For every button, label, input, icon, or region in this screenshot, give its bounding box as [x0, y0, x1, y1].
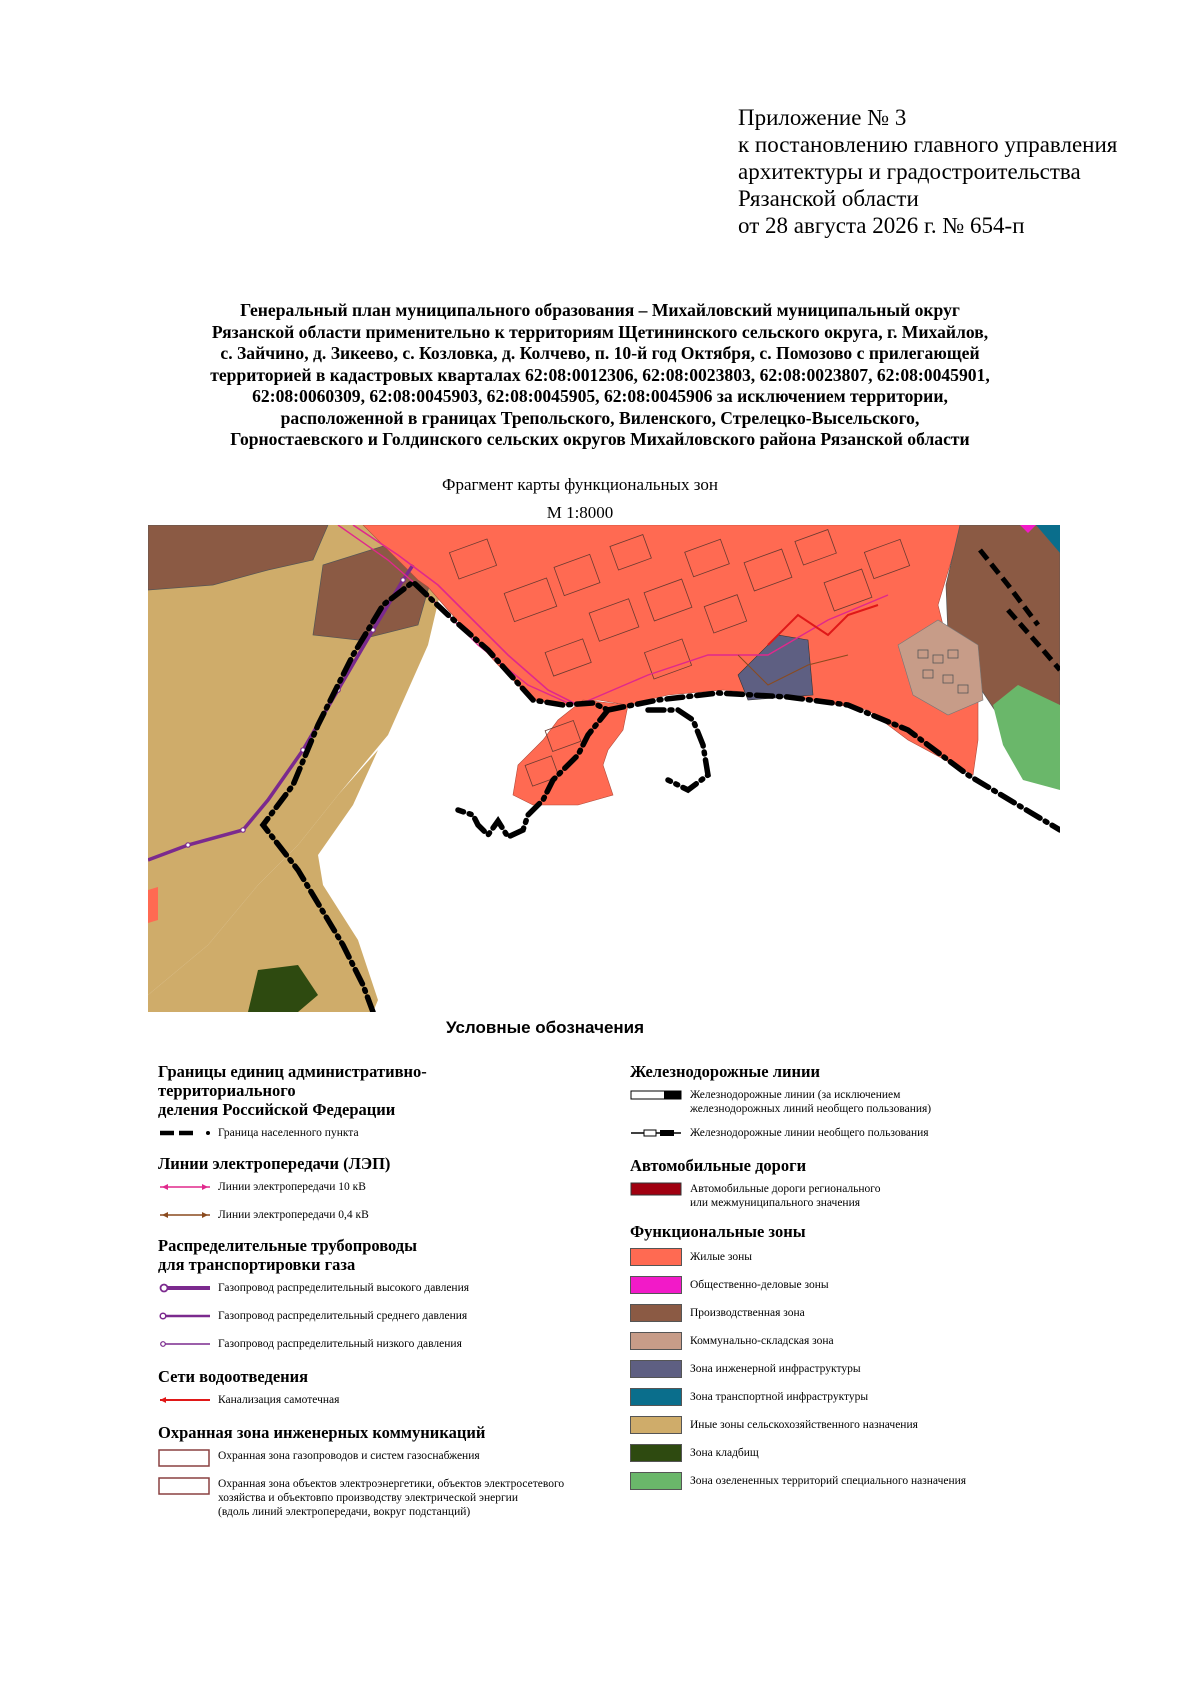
legend-left-column — [158, 1062, 628, 1519]
legend-item-power-04kv — [158, 1208, 628, 1222]
heading-line: Распределительные трубопроводы — [158, 1236, 418, 1255]
legend-item-public-business-zone — [630, 1276, 1090, 1294]
legend-item-communal-storage-zone — [630, 1332, 1090, 1350]
zones-list — [630, 1248, 1090, 1490]
green-special-zone-icon — [630, 1472, 690, 1490]
appendix-block — [738, 104, 1117, 239]
label-line: Железнодорожные линии (за исключением — [690, 1089, 901, 1101]
protection-heading: Охранная зона инженерных коммуникаций — [158, 1423, 486, 1442]
legend-right-column — [630, 1062, 1090, 1500]
document-title — [110, 300, 1090, 451]
label-line: железнодорожных линий необщего пользования) — [690, 1103, 932, 1115]
legend-item-gas-low — [158, 1337, 628, 1351]
sewer-heading: Сети водоотведения — [158, 1367, 309, 1386]
power-protection-zone-icon — [158, 1477, 218, 1495]
map-scale: М 1:8000 — [546, 503, 614, 522]
gravity-sewer-icon — [158, 1393, 218, 1407]
legend-label: Железнодорожные линии необщего пользования — [690, 1127, 929, 1139]
gas-protection-zone-icon — [158, 1449, 218, 1467]
title-line: территорией в кадастровых кварталах 62:08:0012306, 62:08:0023803, 62:08:0023807, 62:08:0045901, — [210, 364, 990, 385]
title-line: Рязанской области применительно к территориям Щетининского сельского округа, г. Михайлов, — [211, 321, 989, 342]
zone-swatch — [630, 1388, 682, 1406]
legend-label: Канализация самотечная — [218, 1394, 340, 1406]
public-business-zone-icon — [630, 1276, 690, 1294]
legend-item-sewer — [158, 1393, 628, 1407]
legend-item-gas-high — [158, 1281, 628, 1295]
zone-swatch — [630, 1304, 682, 1322]
roads-heading: Автомобильные дороги — [630, 1156, 807, 1175]
legend-item-residential-zone — [630, 1248, 1090, 1266]
heading-line: для транспортировки газа — [158, 1255, 356, 1274]
label-line: Автомобильные дороги регионального — [690, 1183, 881, 1195]
title-line: расположенной в границах Трепольского, Виленского, Стрелецко-Высельского, — [280, 407, 920, 428]
zone-swatch — [630, 1248, 682, 1266]
zone-swatch — [630, 1444, 682, 1462]
cemetery-zone-icon — [630, 1444, 690, 1462]
appendix-line: к постановлению главного управления — [738, 132, 1118, 157]
legend-label: Газопровод распределительный высокого давления — [218, 1282, 470, 1294]
appendix-line: Приложение № 3 — [738, 105, 907, 130]
map-caption: Фрагмент карты функциональных зон — [442, 475, 718, 494]
legend-label: Зона инженерной инфраструктуры — [690, 1363, 861, 1375]
legend-item-industrial-zone — [630, 1304, 1090, 1322]
legend-label: Линии электропередачи 0,4 кВ — [218, 1209, 369, 1221]
power-line-10kv-icon — [158, 1180, 218, 1194]
legend-label-multiline — [690, 1182, 880, 1210]
legend-item-power-protection — [158, 1477, 628, 1519]
heading-line: деления Российской Федерации — [158, 1100, 396, 1119]
legend-label: Охранная зона газопроводов и систем газоснабжения — [218, 1450, 480, 1462]
zones-heading: Функциональные зоны — [630, 1222, 806, 1241]
legend-item-regional-road — [630, 1182, 1090, 1210]
engineering-infra-zone-icon — [630, 1360, 690, 1378]
label-line: (вдоль линий электропередачи, вокруг подстанций) — [218, 1506, 471, 1518]
label-line: хозяйства и объектовпо производству электрической энергии — [218, 1492, 518, 1504]
gas-pipeline-high-icon — [158, 1281, 218, 1295]
legend-item-cemetery-zone — [630, 1444, 1090, 1462]
legend-label: Газопровод распределительный среднего давления — [218, 1310, 468, 1322]
transport-infra-zone-icon — [630, 1388, 690, 1406]
railways-heading: Железнодорожные линии — [630, 1062, 820, 1081]
title-line: Горностаевского и Голдинского сельских округов Михайловского района Рязанской области — [230, 429, 970, 449]
legend-label: Жилые зоны — [690, 1251, 753, 1263]
agricultural-zone-icon — [630, 1416, 690, 1434]
label-line: или межмуниципального значения — [690, 1197, 861, 1209]
industrial-zone-icon — [630, 1304, 690, 1322]
residential-edge-west — [148, 887, 158, 923]
appendix-line: Рязанской области — [738, 186, 919, 211]
legend-label: Газопровод распределительный низкого давления — [218, 1338, 462, 1350]
railway-line-private-icon — [630, 1126, 690, 1140]
legend-label: Линии электропередачи 10 кВ — [218, 1181, 366, 1193]
legend-label: Зона озелененных территорий специального назначения — [690, 1475, 967, 1487]
legend-item-railway — [630, 1088, 1090, 1116]
regional-road-icon — [630, 1182, 690, 1196]
zone-swatch — [630, 1332, 682, 1350]
legend-label-multiline — [218, 1477, 564, 1519]
legend-item-gas-medium — [158, 1309, 628, 1323]
legend-item-agricultural-zone — [630, 1416, 1090, 1434]
legend-label-multiline — [690, 1088, 931, 1116]
title-line: Генеральный план муниципального образования – Михайловский муниципальный округ — [240, 300, 960, 320]
zone-swatch — [630, 1416, 682, 1434]
label-line: Охранная зона объектов электроэнергетики, объектов электросетевого — [218, 1478, 565, 1490]
title-line: с. Зайчино, д. Зикеево, с. Козловка, д. Колчево, п. 10-й год Октября, с. Помозово с прилегающей — [220, 343, 980, 363]
legend-item-power-10kv — [158, 1180, 628, 1194]
zone-swatch — [630, 1472, 682, 1490]
legend-label: Иные зоны сельскохозяйственного назначения — [690, 1419, 918, 1431]
legend-label: Общественно-деловые зоны — [690, 1279, 829, 1291]
zone-swatch — [630, 1360, 682, 1378]
legend-item-gas-protection — [158, 1449, 628, 1467]
legend-label: Зона транспортной инфраструктуры — [690, 1391, 869, 1403]
title-line: 62:08:0060309, 62:08:0045903, 62:08:0045905, 62:08:0045906 за исключением территории, — [252, 386, 948, 406]
communal-storage-zone-icon — [630, 1332, 690, 1350]
gas-pipeline-medium-icon — [158, 1309, 218, 1323]
appendix-line: от 28 августа 2026 г. № 654-п — [738, 213, 1025, 238]
legend-label: Зона кладбищ — [690, 1447, 759, 1459]
gas-heading — [158, 1236, 628, 1274]
legend-item-engineering-infra-zone — [630, 1360, 1090, 1378]
zone-swatch — [630, 1276, 682, 1294]
legend-item-transport-infra-zone — [630, 1388, 1090, 1406]
residential-zone-icon — [630, 1248, 690, 1266]
settlement-boundary-line-icon — [158, 1126, 218, 1140]
legend-item-railway-private — [630, 1126, 1090, 1140]
power-lines-heading: Линии электропередачи (ЛЭП) — [158, 1154, 391, 1173]
railway-line-icon — [630, 1088, 690, 1102]
heading-line: Границы единиц административно- — [158, 1062, 427, 1081]
power-line-04kv-icon — [158, 1208, 218, 1222]
appendix-line: архитектуры и градостроительства — [738, 159, 1081, 184]
gas-pipeline-low-icon — [158, 1337, 218, 1351]
heading-line: территориального — [158, 1081, 296, 1100]
map-fragment[interactable] — [148, 525, 1060, 1012]
legend-label: Производственная зона — [690, 1307, 805, 1319]
legend-label: Коммунально-складская зона — [690, 1335, 834, 1347]
legend-title: Условные обозначения — [445, 1018, 645, 1037]
legend-item-green-special-zone — [630, 1472, 1090, 1490]
admin-boundaries-heading — [158, 1062, 628, 1119]
legend-item-settlement-boundary — [158, 1126, 628, 1140]
legend-label: Граница населенного пункта — [218, 1127, 359, 1139]
